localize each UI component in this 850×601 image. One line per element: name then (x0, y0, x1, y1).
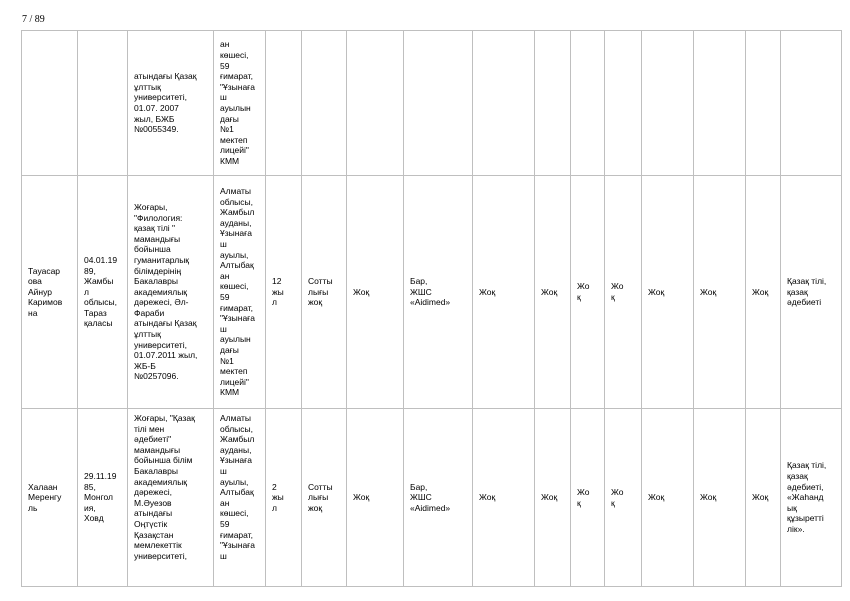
cell-conviction (302, 31, 347, 176)
cell-col11: Жо қ (571, 409, 605, 587)
candidates-table (21, 30, 842, 587)
cell-conviction: Сотты лығы жоқ (302, 176, 347, 409)
cell-col8: Бар, ЖШС «Aidimed» (404, 409, 473, 587)
cell-col13: Жоқ (642, 409, 694, 587)
cell-col12 (605, 31, 642, 176)
cell-col13 (642, 31, 694, 176)
cell-birth: 04.01.19 89, Жамбы л облысы, Тараз қаласы (78, 176, 128, 409)
cell-col14 (694, 31, 746, 176)
cell-col14: Жоқ (694, 176, 746, 409)
cell-col11: Жо қ (571, 176, 605, 409)
cell-col11 (571, 31, 605, 176)
cell-experience (266, 31, 302, 176)
cell-col7: Жоқ (347, 176, 404, 409)
cell-name (22, 31, 78, 176)
cell-experience: 12 жы л (266, 176, 302, 409)
cell-conviction: Сотты лығы жоқ (302, 409, 347, 587)
cell-subjects (781, 31, 842, 176)
cell-col10 (535, 31, 571, 176)
cell-col8 (404, 31, 473, 176)
cell-col9: Жоқ (473, 409, 535, 587)
cell-col15: Жоқ (746, 176, 781, 409)
cell-col9 (473, 31, 535, 176)
cell-col9: Жоқ (473, 176, 535, 409)
cell-col15 (746, 31, 781, 176)
cell-experience: 2 жы л (266, 409, 302, 587)
cell-address: Алматы облысы, Жамбыл ауданы, Ұзынаға ш ауылы, Алтыбақ ан көшесі, 59 ғимарат, "Ұзынаға ш ауылын дағы №1 мектеп лицейі" КММ (214, 176, 266, 409)
cell-col10: Жоқ (535, 176, 571, 409)
cell-address: ан көшесі, 59 ғимарат, "Ұзынаға ш ауылын дағы №1 мектеп лицейі" КММ (214, 31, 266, 176)
cell-subjects: Қазақ тілі, қазақ әдебиеті, «Жаһанд ық құзыретті лік». (781, 409, 842, 587)
cell-education: атындағы Қазақ ұлттық университеті, 01.07. 2007 жыл, БЖБ №0055349. (128, 31, 214, 176)
cell-col14: Жоқ (694, 409, 746, 587)
cell-education: Жоғары, "Филология: қазақ тілі " мамандығы бойынша гуманитарлық білімдерінің Бакалавры академиялық дәрежесі, Әл- Фараби атындағы Қазақ ұлттық университеті, 01.07.2011 жыл, ЖБ-Б №0257096. (128, 176, 214, 409)
cell-birth (78, 31, 128, 176)
table-row (22, 409, 842, 587)
cell-col12: Жо қ (605, 176, 642, 409)
cell-col15: Жоқ (746, 409, 781, 587)
cell-col12: Жо қ (605, 409, 642, 587)
cell-col7: Жоқ (347, 409, 404, 587)
table-row (22, 176, 842, 409)
cell-name: Халаан Меренгу ль (22, 409, 78, 587)
cell-birth: 29.11.19 85, Монгол ия, Ховд (78, 409, 128, 587)
cell-col7 (347, 31, 404, 176)
cell-subjects: Қазақ тілі, қазақ әдебиеті (781, 176, 842, 409)
cell-name: Тауасар ова Айнур Каримов на (22, 176, 78, 409)
table-row (22, 31, 842, 176)
cell-address: Алматы облысы, Жамбыл ауданы, Ұзынаға ш ауылы, Алтыбақ ан көшесі, 59 ғимарат, "Ұзынаға ш (214, 409, 266, 587)
cell-education: Жоғары, "Қазақ тілі мен әдебиеті" мамандығы бойынша білім Бакалавры академиялық дәрежесі, М.Әуезов атындағы Оңтүстік Қазақстан мемлекеттік университеті, (128, 409, 214, 587)
cell-col10: Жоқ (535, 409, 571, 587)
cell-col8: Бар, ЖШС «Aidimed» (404, 176, 473, 409)
cell-col13: Жоқ (642, 176, 694, 409)
page-number: 7 / 89 (22, 14, 45, 25)
